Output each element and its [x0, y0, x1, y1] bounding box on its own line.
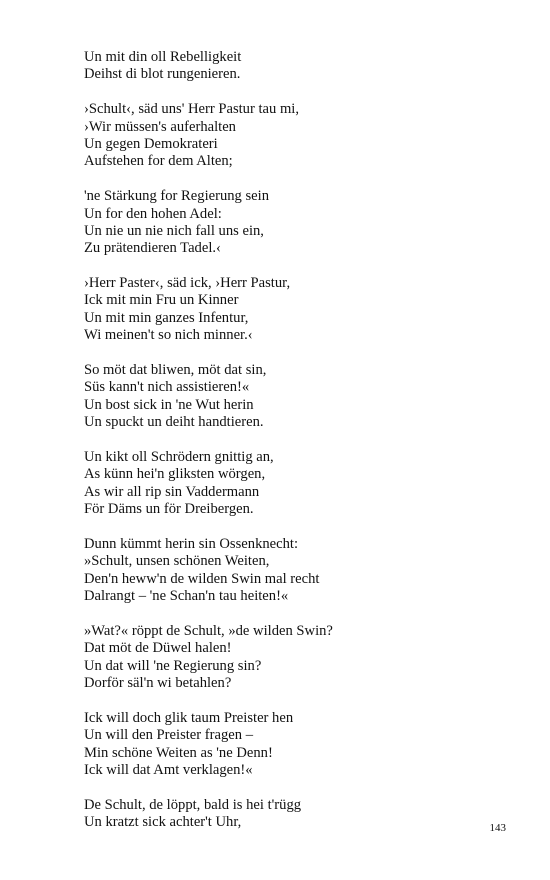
poem-line: Den'n heww'n de wilden Swin mal recht — [84, 570, 320, 587]
poem-line: Dat möt de Düwel halen! — [84, 640, 232, 657]
poem-line: ›Wir müssen's auferhalten — [84, 118, 236, 135]
poem-line: 'ne Stärkung for Regierung sein — [84, 188, 270, 205]
poem-line: Un will den Preister fragen – — [84, 727, 253, 744]
poem-line: Dalrangt – 'ne Schan'n tau heiten!« — [84, 588, 289, 605]
poem-line: Un mit din oll Rebelligkeit — [84, 49, 242, 65]
poem-line: Un dat will 'ne Regierung sin? — [84, 657, 262, 674]
poem-line: Un for den hohen Adel: — [84, 205, 222, 222]
poem-line: Wi meinen't so nich minner.‹ — [84, 327, 253, 344]
stanza — [84, 536, 524, 606]
stanza — [84, 188, 524, 258]
poem-line: ›Schult‹, säd uns' Herr Pastur tau mi, — [84, 101, 300, 118]
stanza — [84, 275, 524, 345]
poem-line: För Däms un för Dreibergen. — [84, 501, 254, 518]
poem-line: »Wat?« röppt de Schult, »de wilden Swin? — [84, 622, 333, 639]
poem-line: Dunn kümmt herin sin Ossenknecht: — [84, 535, 299, 552]
poem-line: Ick mit min Fru un Kinner — [84, 292, 239, 309]
stanza — [84, 101, 524, 171]
poem-line: Un kikt oll Schrödern gnittig an, — [84, 448, 274, 465]
poem-line: So möt dat bliwen, möt dat sin, — [84, 362, 267, 379]
poem-line: »Schult, unsen schönen Weiten, — [84, 553, 270, 570]
poem-line: ›Herr Paster‹, säd ick, ›Herr Pastur, — [84, 275, 291, 292]
poem-line: Min schöne Weiten as 'ne Denn! — [84, 744, 273, 761]
stanza — [84, 623, 524, 693]
poem-line: Un gegen Demokrateri — [84, 135, 218, 152]
stanza — [84, 449, 524, 519]
poem-line: Un kratzt sick achter't Uhr, — [84, 814, 242, 831]
poem-line: Zu prätendieren Tadel.‹ — [84, 240, 221, 257]
poem-line: Süs kann't nich assistieren!« — [84, 379, 250, 396]
poem-line: Un mit min ganzes Infentur, — [84, 309, 249, 326]
stanza — [84, 49, 524, 84]
poem-line: Un spuckt un deiht handtieren. — [84, 414, 264, 431]
poem-line: Un nie un nie nich fall uns ein, — [84, 222, 264, 239]
poem-text-block — [84, 49, 524, 849]
page-number: 143 — [489, 822, 506, 834]
poem-line: Deihst di blot rungenieren. — [84, 66, 241, 83]
poem-line: Un bost sick in 'ne Wut herin — [84, 396, 254, 413]
poem-line: De Schult, de löppt, bald is hei t'rügg — [84, 796, 302, 813]
stanza — [84, 797, 524, 832]
stanza — [84, 710, 524, 780]
poem-line: Aufstehen for dem Alten; — [84, 153, 233, 170]
poem-line: Dorför säl'n wi betahlen? — [84, 675, 232, 692]
poem-line: Ick will dat Amt verklagen!« — [84, 762, 253, 779]
poem-line: As wir all rip sin Vaddermann — [84, 483, 260, 500]
poem-line: Ick will doch glik taum Preister hen — [84, 709, 294, 726]
stanza — [84, 362, 524, 432]
poem-line: As künn hei'n gliksten wörgen, — [84, 466, 266, 483]
